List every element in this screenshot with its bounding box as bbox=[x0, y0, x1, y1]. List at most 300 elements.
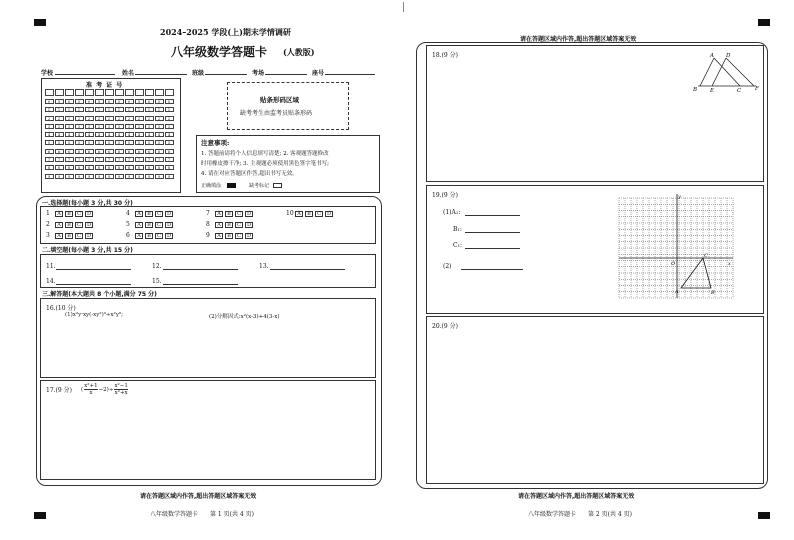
q17-open-paren: ( bbox=[81, 386, 84, 393]
id-bubble[interactable]: 9 bbox=[85, 174, 94, 179]
choice-option[interactable]: B bbox=[145, 211, 153, 217]
id-cell[interactable] bbox=[145, 89, 154, 96]
bubble-row bbox=[44, 124, 174, 129]
id-bubble[interactable]: 3 bbox=[75, 124, 84, 129]
id-bubble[interactable]: 5 bbox=[165, 140, 174, 145]
main-title: 八年级数学答题卡 bbox=[171, 45, 268, 59]
id-cell[interactable] bbox=[75, 89, 84, 96]
q17-fraction-right bbox=[114, 383, 127, 396]
school-label: 学校 bbox=[41, 70, 54, 77]
choice-option[interactable]: C bbox=[235, 222, 243, 228]
id-bubble[interactable]: 1 bbox=[75, 107, 84, 112]
choice-option[interactable]: D bbox=[166, 210, 171, 217]
page1-footer: 八年级数学答题卡 第 1 页(共 4 页) bbox=[150, 511, 254, 518]
q17-expression bbox=[81, 383, 129, 396]
blank-14-line[interactable] bbox=[56, 284, 131, 285]
id-bubble[interactable]: 3 bbox=[145, 124, 154, 129]
id-bubble[interactable]: 5 bbox=[145, 140, 154, 145]
choice-option[interactable]: D bbox=[86, 232, 91, 239]
q17-fraction-left bbox=[84, 383, 97, 396]
school-line[interactable] bbox=[55, 74, 115, 75]
absent-checkbox[interactable] bbox=[273, 183, 282, 188]
blank-15-line[interactable] bbox=[163, 284, 238, 285]
q19-point-b: B bbox=[711, 290, 715, 296]
choice-option[interactable]: C bbox=[155, 233, 163, 239]
class-label: 班级 bbox=[192, 70, 205, 77]
choice-question bbox=[206, 221, 255, 228]
fold-line bbox=[403, 2, 404, 12]
choice-option[interactable]: C bbox=[235, 211, 243, 217]
page2-warning-top: 请在答题区域内作答,超出答题区域答案无效 bbox=[520, 36, 637, 43]
notice-line: 时用橡皮擦干净; 3. 主观题必须使用黑色签字笔书写; bbox=[201, 161, 329, 167]
id-bubble[interactable]: 7 bbox=[145, 157, 154, 162]
id-bubble[interactable]: 0 bbox=[105, 99, 114, 104]
id-bubble[interactable]: 0 bbox=[155, 99, 164, 104]
id-bubble[interactable]: 5 bbox=[105, 140, 114, 145]
id-bubble[interactable]: 0 bbox=[135, 99, 144, 104]
id-bubble[interactable]: 8 bbox=[115, 165, 124, 170]
choice-option[interactable]: A bbox=[55, 222, 63, 228]
id-bubble[interactable]: 8 bbox=[165, 165, 174, 170]
q18-answer-area[interactable] bbox=[426, 45, 764, 182]
id-cell[interactable] bbox=[85, 89, 94, 96]
id-bubble[interactable]: 0 bbox=[145, 99, 154, 104]
id-bubble[interactable]: 9 bbox=[125, 174, 134, 179]
q19-point-c: C bbox=[704, 253, 708, 259]
id-bubble[interactable]: 0 bbox=[45, 99, 54, 104]
bubble-row bbox=[44, 149, 174, 154]
id-bubble[interactable]: 0 bbox=[125, 99, 134, 104]
section2-title: 二.填空题(每小题 3 分,共 15 分) bbox=[42, 247, 133, 254]
id-bubble[interactable]: 2 bbox=[145, 116, 154, 121]
blank-15-label: 15. bbox=[152, 278, 162, 285]
id-bubble[interactable]: 6 bbox=[95, 149, 104, 154]
section1-title: 一.选择题(每小题 3 分,共 30 分) bbox=[42, 200, 133, 207]
id-bubble[interactable]: 6 bbox=[45, 149, 54, 154]
notice-line: 1. 答题前请将个人信息填写清楚; 2. 客观题答题修改 bbox=[201, 151, 329, 157]
id-bubble[interactable]: 6 bbox=[105, 149, 114, 154]
blank-13-label: 13. bbox=[259, 263, 269, 270]
id-bubble[interactable]: 5 bbox=[135, 140, 144, 145]
registration-mark bbox=[34, 512, 46, 519]
id-bubble[interactable]: 9 bbox=[95, 174, 104, 179]
id-bubble[interactable]: 2 bbox=[115, 116, 124, 121]
id-bubble[interactable]: 5 bbox=[75, 140, 84, 145]
id-cell[interactable] bbox=[135, 89, 144, 96]
id-bubble[interactable]: 4 bbox=[75, 132, 84, 137]
q16-answer-area[interactable] bbox=[40, 298, 376, 378]
absent-mark-label: 缺考标记 bbox=[249, 183, 270, 189]
id-bubble[interactable]: 7 bbox=[105, 157, 114, 162]
id-bubble[interactable]: 5 bbox=[155, 140, 164, 145]
choice-option[interactable]: B bbox=[65, 233, 73, 239]
choice-question bbox=[126, 221, 175, 228]
id-cell[interactable] bbox=[165, 89, 174, 96]
q18-label-e: E bbox=[710, 88, 715, 92]
choice-option[interactable]: D bbox=[166, 232, 171, 239]
id-bubble[interactable]: 6 bbox=[65, 149, 74, 154]
choice-number: 8 bbox=[206, 221, 210, 228]
choice-number: 3 bbox=[46, 232, 50, 239]
q17-label: 17.(9 分) bbox=[46, 387, 72, 394]
choice-option[interactable]: A bbox=[55, 211, 63, 217]
id-bubble[interactable]: 5 bbox=[115, 140, 124, 145]
barcode-note: 缺考考生由监考员贴条形码 bbox=[240, 110, 313, 117]
id-bubble[interactable]: 8 bbox=[155, 165, 164, 170]
fill-sample bbox=[227, 183, 236, 188]
id-bubble[interactable]: 7 bbox=[155, 157, 164, 162]
choice-option[interactable]: A bbox=[215, 233, 223, 239]
id-bubble[interactable]: 1 bbox=[85, 107, 94, 112]
id-bubble[interactable]: 9 bbox=[45, 174, 54, 179]
id-bubble[interactable]: 2 bbox=[95, 116, 104, 121]
blank-12-line[interactable] bbox=[163, 269, 238, 270]
id-bubble[interactable]: 7 bbox=[45, 157, 54, 162]
q20-answer-area[interactable] bbox=[426, 316, 764, 484]
choice-number: 1 bbox=[46, 210, 50, 217]
id-bubble[interactable]: 6 bbox=[135, 149, 144, 154]
q19-y-axis-label: y bbox=[678, 194, 681, 200]
id-bubble[interactable]: 8 bbox=[95, 165, 104, 170]
choice-question bbox=[206, 232, 255, 239]
id-bubble[interactable]: 6 bbox=[165, 149, 174, 154]
choice-question bbox=[286, 210, 335, 217]
id-bubble[interactable]: 8 bbox=[55, 165, 64, 170]
id-bubble[interactable]: 2 bbox=[105, 116, 114, 121]
id-bubble[interactable]: 7 bbox=[85, 157, 94, 162]
id-bubble[interactable]: 6 bbox=[125, 149, 134, 154]
blank-box bbox=[40, 254, 376, 288]
q18-label-b: B bbox=[693, 87, 698, 92]
id-cell[interactable] bbox=[55, 89, 64, 96]
q19-part2-line[interactable] bbox=[461, 269, 523, 270]
choice-question bbox=[206, 210, 255, 217]
q19-x-axis-label: x bbox=[728, 261, 731, 267]
id-bubble[interactable]: 3 bbox=[125, 124, 134, 129]
choice-question bbox=[126, 232, 175, 239]
id-bubble[interactable]: 9 bbox=[75, 174, 84, 179]
blank-13-line[interactable] bbox=[270, 269, 345, 270]
id-bubble[interactable]: 3 bbox=[115, 124, 124, 129]
exam-id-bubbles bbox=[44, 99, 174, 182]
id-bubble[interactable]: 5 bbox=[45, 140, 54, 145]
bubble-row bbox=[44, 132, 174, 137]
room-label: 考场 bbox=[252, 70, 265, 77]
id-bubble[interactable]: 7 bbox=[95, 157, 104, 162]
id-cell[interactable] bbox=[155, 89, 164, 96]
notice-box bbox=[196, 135, 380, 193]
id-bubble[interactable]: 7 bbox=[75, 157, 84, 162]
id-bubble[interactable]: 6 bbox=[75, 149, 84, 154]
q19-label: 19.(9 分) bbox=[432, 192, 458, 199]
id-bubble[interactable]: 9 bbox=[65, 174, 74, 179]
registration-mark bbox=[34, 19, 46, 26]
bubble-row bbox=[44, 140, 174, 145]
choice-number: 10 bbox=[286, 210, 294, 217]
q19-a1-line[interactable] bbox=[465, 215, 520, 216]
id-bubble[interactable]: 1 bbox=[95, 107, 104, 112]
bubble-row bbox=[44, 99, 174, 104]
q18-label: 18.(9 分) bbox=[432, 52, 458, 59]
id-bubble[interactable]: 3 bbox=[165, 124, 174, 129]
choice-option[interactable]: D bbox=[86, 210, 91, 217]
id-bubble[interactable]: 2 bbox=[135, 116, 144, 121]
id-bubble[interactable]: 4 bbox=[65, 132, 74, 137]
q18-figure bbox=[692, 50, 762, 92]
id-bubble[interactable]: 1 bbox=[145, 107, 154, 112]
q16-label: 16.(10 分) bbox=[46, 305, 76, 312]
id-bubble[interactable]: 4 bbox=[145, 132, 154, 137]
seat-label: 座号 bbox=[312, 70, 325, 77]
id-cell[interactable] bbox=[65, 89, 74, 96]
choice-number: 5 bbox=[126, 221, 130, 228]
id-bubble[interactable]: 2 bbox=[155, 116, 164, 121]
id-bubble[interactable]: 7 bbox=[135, 157, 144, 162]
id-bubble[interactable]: 2 bbox=[55, 116, 64, 121]
exam-id-grid bbox=[41, 78, 181, 193]
choice-option[interactable]: B bbox=[225, 222, 233, 228]
id-bubble[interactable]: 4 bbox=[165, 132, 174, 137]
id-bubble[interactable]: 0 bbox=[75, 99, 84, 104]
id-bubble[interactable]: 9 bbox=[135, 174, 144, 179]
id-bubble[interactable]: 0 bbox=[55, 99, 64, 104]
id-bubble[interactable]: 1 bbox=[55, 107, 64, 112]
id-bubble[interactable]: 6 bbox=[115, 149, 124, 154]
name-label: 姓名 bbox=[122, 70, 135, 77]
q17-middle: −2)÷ bbox=[98, 386, 114, 393]
id-bubble[interactable]: 2 bbox=[75, 116, 84, 121]
choice-option[interactable]: A bbox=[135, 211, 143, 217]
edition: (人教版) bbox=[283, 47, 315, 57]
choice-number: 9 bbox=[206, 232, 210, 239]
q18-label-d: D bbox=[726, 53, 731, 59]
id-bubble[interactable]: 5 bbox=[85, 140, 94, 145]
q19-answer-area[interactable] bbox=[426, 185, 764, 314]
id-bubble[interactable]: 8 bbox=[85, 165, 94, 170]
id-bubble[interactable]: 1 bbox=[155, 107, 164, 112]
q17-answer-area[interactable] bbox=[40, 380, 376, 480]
bubble-row bbox=[44, 165, 174, 170]
id-bubble[interactable]: 6 bbox=[155, 149, 164, 154]
choice-option[interactable]: C bbox=[315, 211, 323, 217]
id-bubble[interactable]: 9 bbox=[165, 174, 174, 179]
choice-option[interactable]: C bbox=[75, 222, 83, 228]
id-bubble[interactable]: 3 bbox=[65, 124, 74, 129]
exam-id-write-row bbox=[44, 89, 174, 96]
id-bubble[interactable]: 9 bbox=[145, 174, 154, 179]
q19-point-a: A bbox=[675, 289, 679, 295]
choice-option[interactable]: D bbox=[166, 221, 171, 228]
choice-option[interactable]: C bbox=[75, 211, 83, 217]
id-bubble[interactable]: 5 bbox=[55, 140, 64, 145]
id-bubble[interactable]: 3 bbox=[95, 124, 104, 129]
choice-option[interactable]: B bbox=[65, 222, 73, 228]
id-bubble[interactable]: 9 bbox=[55, 174, 64, 179]
choice-question bbox=[126, 210, 175, 217]
id-bubble[interactable]: 8 bbox=[135, 165, 144, 170]
id-bubble[interactable]: 4 bbox=[135, 132, 144, 137]
id-cell[interactable] bbox=[45, 89, 54, 96]
id-bubble[interactable]: 5 bbox=[65, 140, 74, 145]
id-bubble[interactable]: 7 bbox=[115, 157, 124, 162]
q19-coordinate-grid bbox=[615, 192, 735, 300]
notice-title: 注意事项: bbox=[201, 139, 230, 147]
id-bubble[interactable]: 1 bbox=[115, 107, 124, 112]
q17-den-right: x²+x bbox=[114, 390, 128, 396]
id-bubble[interactable]: 4 bbox=[115, 132, 124, 137]
choice-option[interactable]: C bbox=[155, 211, 163, 217]
choice-option[interactable]: B bbox=[225, 211, 233, 217]
q18-label-f: F bbox=[755, 86, 759, 92]
q19-a1-label: (1)A₁: bbox=[443, 209, 461, 216]
q19-b1-label: B₁: bbox=[453, 226, 462, 233]
seat-line[interactable] bbox=[325, 74, 375, 75]
id-bubble[interactable]: 8 bbox=[125, 165, 134, 170]
choice-option[interactable]: D bbox=[246, 210, 251, 217]
choice-option[interactable]: A bbox=[215, 222, 223, 228]
id-bubble[interactable]: 5 bbox=[95, 140, 104, 145]
room-line[interactable] bbox=[265, 74, 307, 75]
id-bubble[interactable]: 1 bbox=[65, 107, 74, 112]
id-bubble[interactable]: 7 bbox=[125, 157, 134, 162]
choice-option[interactable]: C bbox=[155, 222, 163, 228]
id-bubble[interactable]: 5 bbox=[125, 140, 134, 145]
id-bubble[interactable]: 8 bbox=[145, 165, 154, 170]
id-bubble[interactable]: 1 bbox=[135, 107, 144, 112]
choice-option[interactable]: C bbox=[235, 233, 243, 239]
choice-number: 7 bbox=[206, 210, 210, 217]
id-bubble[interactable]: 9 bbox=[155, 174, 164, 179]
id-bubble[interactable]: 4 bbox=[95, 132, 104, 137]
id-bubble[interactable]: 1 bbox=[45, 107, 54, 112]
choice-option[interactable]: D bbox=[246, 232, 251, 239]
choice-option[interactable]: B bbox=[65, 211, 73, 217]
id-bubble[interactable]: 8 bbox=[65, 165, 74, 170]
q19-part2-label: (2) bbox=[443, 263, 452, 270]
q19-b1-line[interactable] bbox=[465, 232, 520, 233]
blank-12-label: 12. bbox=[152, 263, 162, 270]
choice-number: 6 bbox=[126, 232, 130, 239]
id-bubble[interactable]: 8 bbox=[45, 165, 54, 170]
choice-option[interactable]: B bbox=[305, 211, 313, 217]
id-bubble[interactable]: 4 bbox=[125, 132, 134, 137]
choice-option[interactable]: A bbox=[55, 233, 63, 239]
id-bubble[interactable]: 6 bbox=[55, 149, 64, 154]
id-bubble[interactable]: 9 bbox=[105, 174, 114, 179]
id-bubble[interactable]: 0 bbox=[85, 99, 94, 104]
q18-label-c: C bbox=[737, 88, 742, 92]
id-bubble[interactable]: 0 bbox=[95, 99, 104, 104]
blank-14-label: 14. bbox=[46, 278, 56, 285]
page1-warning: 请在答题区域内作答,超出答题区域答案无效 bbox=[140, 493, 257, 500]
bubble-row bbox=[44, 174, 174, 179]
id-bubble[interactable]: 4 bbox=[85, 132, 94, 137]
id-bubble[interactable]: 0 bbox=[165, 99, 174, 104]
id-bubble[interactable]: 4 bbox=[105, 132, 114, 137]
choice-option[interactable]: D bbox=[246, 221, 251, 228]
id-bubble[interactable]: 3 bbox=[155, 124, 164, 129]
id-bubble[interactable]: 4 bbox=[45, 132, 54, 137]
choice-option[interactable]: A bbox=[295, 211, 303, 217]
id-bubble[interactable]: 7 bbox=[65, 157, 74, 162]
q17-num-right: x²−1 bbox=[114, 383, 128, 389]
bubble-row bbox=[44, 157, 174, 162]
section3-title: 三.解答题(本大题共 8 个小题,满分 75 分) bbox=[42, 291, 157, 298]
q19-origin-label: O bbox=[671, 261, 676, 267]
id-bubble[interactable]: 0 bbox=[65, 99, 74, 104]
choice-number: 4 bbox=[126, 210, 130, 217]
choice-option[interactable]: D bbox=[86, 221, 91, 228]
class-line[interactable] bbox=[205, 74, 247, 75]
blank-11-label: 11. bbox=[46, 263, 56, 270]
id-bubble[interactable]: 2 bbox=[85, 116, 94, 121]
id-bubble[interactable]: 3 bbox=[45, 124, 54, 129]
q17-den-left: x bbox=[89, 390, 93, 396]
choice-question bbox=[46, 210, 95, 217]
q20-label: 20.(9 分) bbox=[432, 323, 458, 330]
choice-option[interactable]: B bbox=[145, 233, 153, 239]
choice-option[interactable]: A bbox=[135, 233, 143, 239]
blank-11-line[interactable] bbox=[56, 269, 131, 270]
id-bubble[interactable]: 1 bbox=[165, 107, 174, 112]
q19-c1-label: C₁: bbox=[453, 242, 463, 249]
id-bubble[interactable]: 4 bbox=[55, 132, 64, 137]
choice-option[interactable]: C bbox=[75, 233, 83, 239]
id-bubble[interactable]: 1 bbox=[125, 107, 134, 112]
id-bubble[interactable]: 2 bbox=[65, 116, 74, 121]
registration-mark bbox=[758, 512, 770, 519]
id-bubble[interactable]: 6 bbox=[145, 149, 154, 154]
id-bubble[interactable]: 4 bbox=[155, 132, 164, 137]
id-bubble[interactable]: 8 bbox=[105, 165, 114, 170]
id-cell[interactable] bbox=[95, 89, 104, 96]
choice-option[interactable]: A bbox=[135, 222, 143, 228]
notice-line: 4. 请在对应答题区作答,超出书写无效。 bbox=[201, 171, 298, 177]
choice-option[interactable]: D bbox=[326, 210, 331, 217]
choice-option[interactable]: B bbox=[145, 222, 153, 228]
page2-warning-bottom: 请在答题区域内作答,超出答题区域答案无效 bbox=[518, 493, 635, 500]
id-bubble[interactable]: 1 bbox=[105, 107, 114, 112]
id-bubble[interactable]: 2 bbox=[165, 116, 174, 121]
id-cell[interactable] bbox=[115, 89, 124, 96]
barcode-title: 贴条形码区域 bbox=[260, 96, 299, 104]
id-bubble[interactable]: 8 bbox=[75, 165, 84, 170]
id-cell[interactable] bbox=[105, 89, 114, 96]
id-bubble[interactable]: 3 bbox=[135, 124, 144, 129]
id-bubble[interactable]: 0 bbox=[115, 99, 124, 104]
bubble-row bbox=[44, 107, 174, 112]
bubble-row bbox=[44, 116, 174, 121]
id-bubble[interactable]: 6 bbox=[85, 149, 94, 154]
id-bubble[interactable]: 3 bbox=[105, 124, 114, 129]
id-bubble[interactable]: 2 bbox=[125, 116, 134, 121]
id-bubble[interactable]: 7 bbox=[165, 157, 174, 162]
id-bubble[interactable]: 9 bbox=[115, 174, 124, 179]
year-title: 2024–2025 学段(上)期末学情调研 bbox=[160, 27, 291, 37]
choice-question bbox=[46, 232, 95, 239]
id-bubble[interactable]: 3 bbox=[85, 124, 94, 129]
id-bubble[interactable]: 3 bbox=[55, 124, 64, 129]
id-bubble[interactable]: 2 bbox=[45, 116, 54, 121]
name-line[interactable] bbox=[135, 74, 187, 75]
choice-option[interactable]: B bbox=[225, 233, 233, 239]
id-cell[interactable] bbox=[125, 89, 134, 96]
choice-option[interactable]: A bbox=[215, 211, 223, 217]
choice-question bbox=[46, 221, 95, 228]
q18-label-a: A bbox=[710, 53, 714, 59]
q19-c1-line[interactable] bbox=[465, 248, 520, 249]
id-bubble[interactable]: 7 bbox=[55, 157, 64, 162]
